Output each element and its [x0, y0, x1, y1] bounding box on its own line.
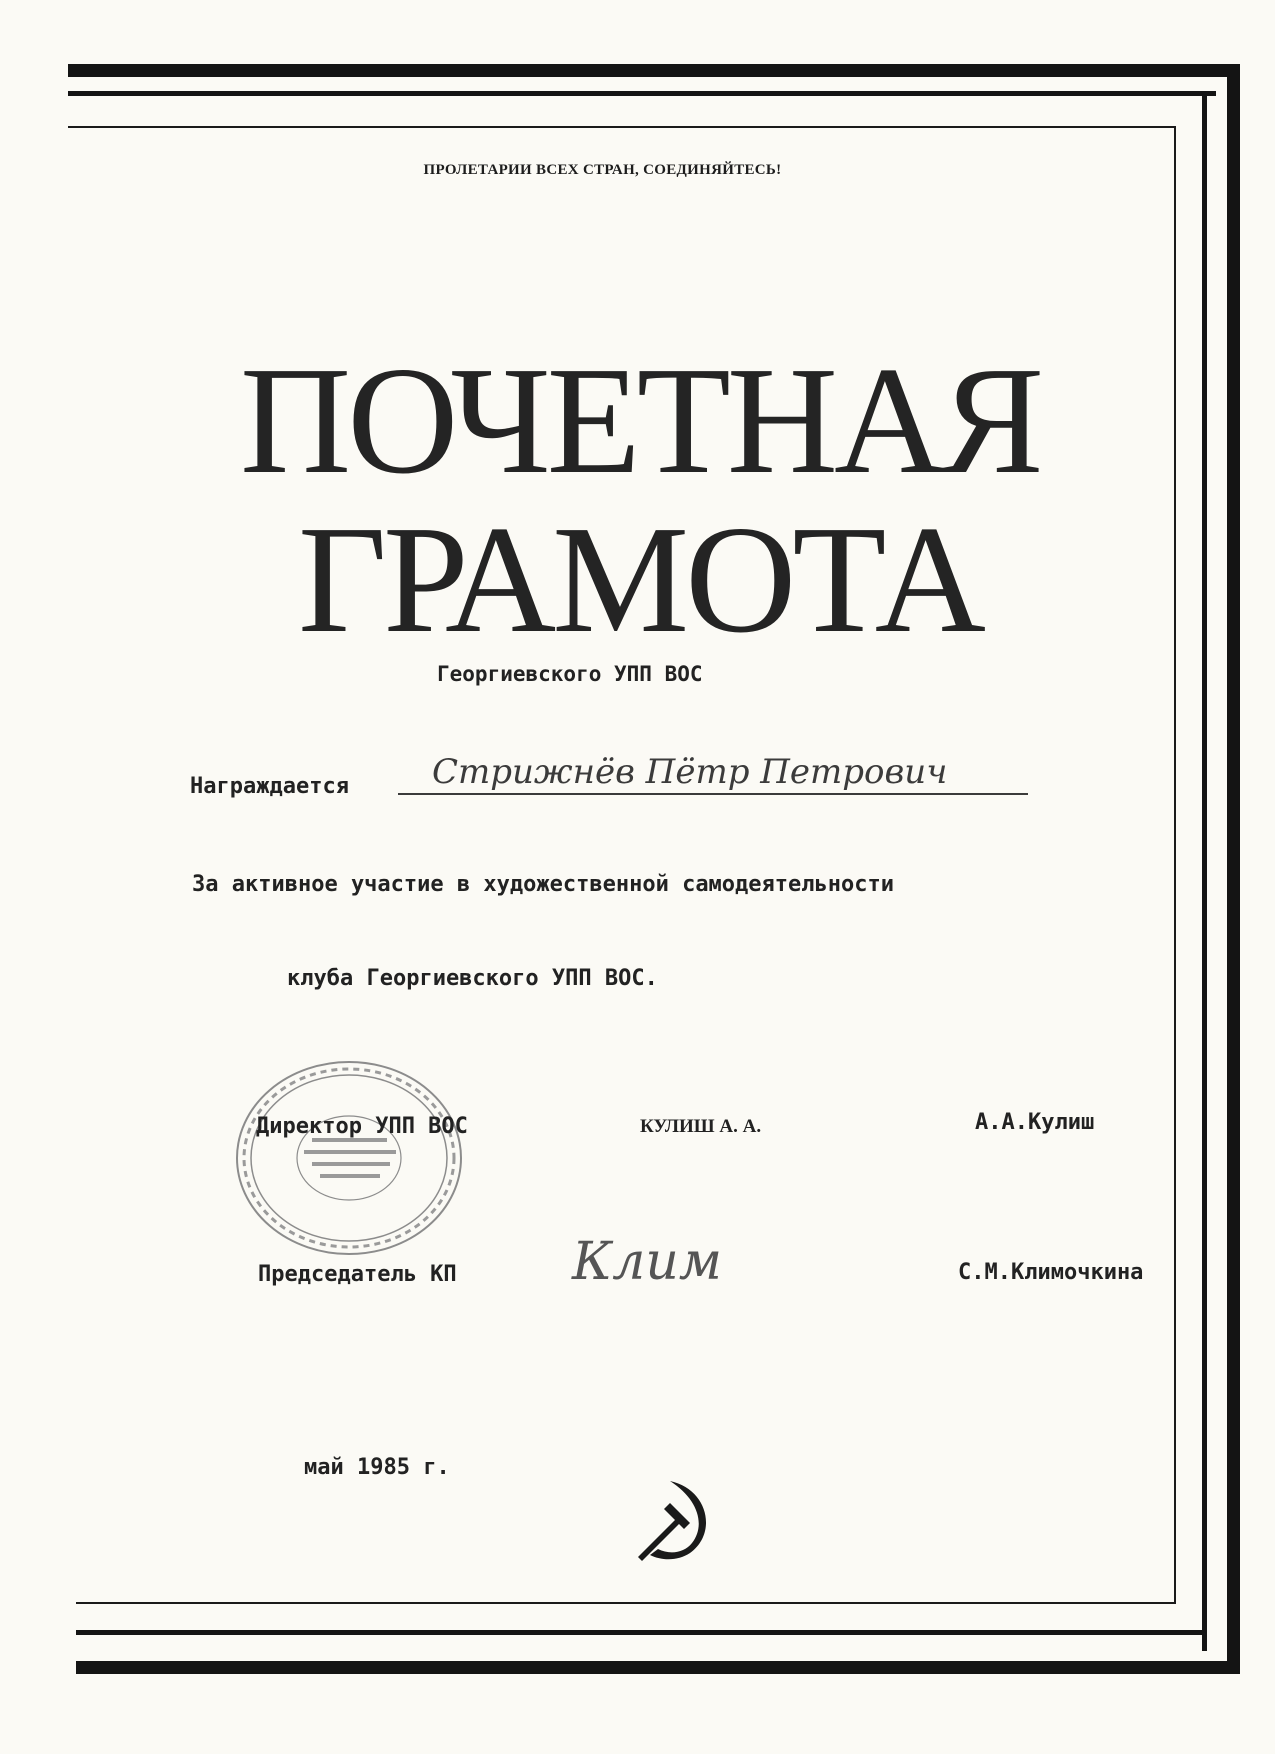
slogan: ПРОЛЕТАРИИ ВСЕХ СТРАН, СОЕДИНЯЙТЕСЬ!: [423, 162, 782, 178]
frame-right-medium: [1202, 91, 1207, 1651]
chair-title: Председатель КП: [258, 1262, 457, 1287]
recipient-name: Стрижнёв Пётр Петрович: [432, 752, 948, 792]
title-line-1: ПОЧЕТНАЯ: [240, 336, 1040, 506]
frame-top-medium: [68, 91, 1216, 96]
seal-stamp: [232, 1058, 467, 1258]
title-line-2: ГРАМОТА: [298, 495, 982, 665]
organization-line: Георгиевского УПП ВОС: [437, 662, 703, 686]
director-stamp-name: КУЛИШ А. А.: [640, 1116, 762, 1137]
frame-bottom-medium: [76, 1630, 1207, 1635]
director-name: А.А.Кулиш: [975, 1110, 1095, 1135]
frame-top-thick: [68, 64, 1240, 77]
hammer-and-sickle-icon: [626, 1475, 724, 1567]
reason-line-2: клуба Георгиевского УПП ВОС.: [287, 966, 658, 991]
frame-top-thin: [68, 126, 1176, 128]
reason-line-1: За активное участие в художественной самодеятельности: [192, 872, 894, 897]
frame-bottom-thick: [76, 1661, 1240, 1674]
chair-name: С.М.Климочкина: [958, 1260, 1144, 1285]
director-title: Директор УПП ВОС: [256, 1114, 468, 1139]
date: май 1985 г.: [304, 1455, 450, 1480]
chair-signature: Клим: [572, 1232, 722, 1292]
frame-right-thick: [1227, 64, 1240, 1674]
awarded-label: Награждается: [190, 774, 349, 799]
recipient-underline: [398, 793, 1028, 795]
frame-bottom-thin: [76, 1602, 1176, 1604]
